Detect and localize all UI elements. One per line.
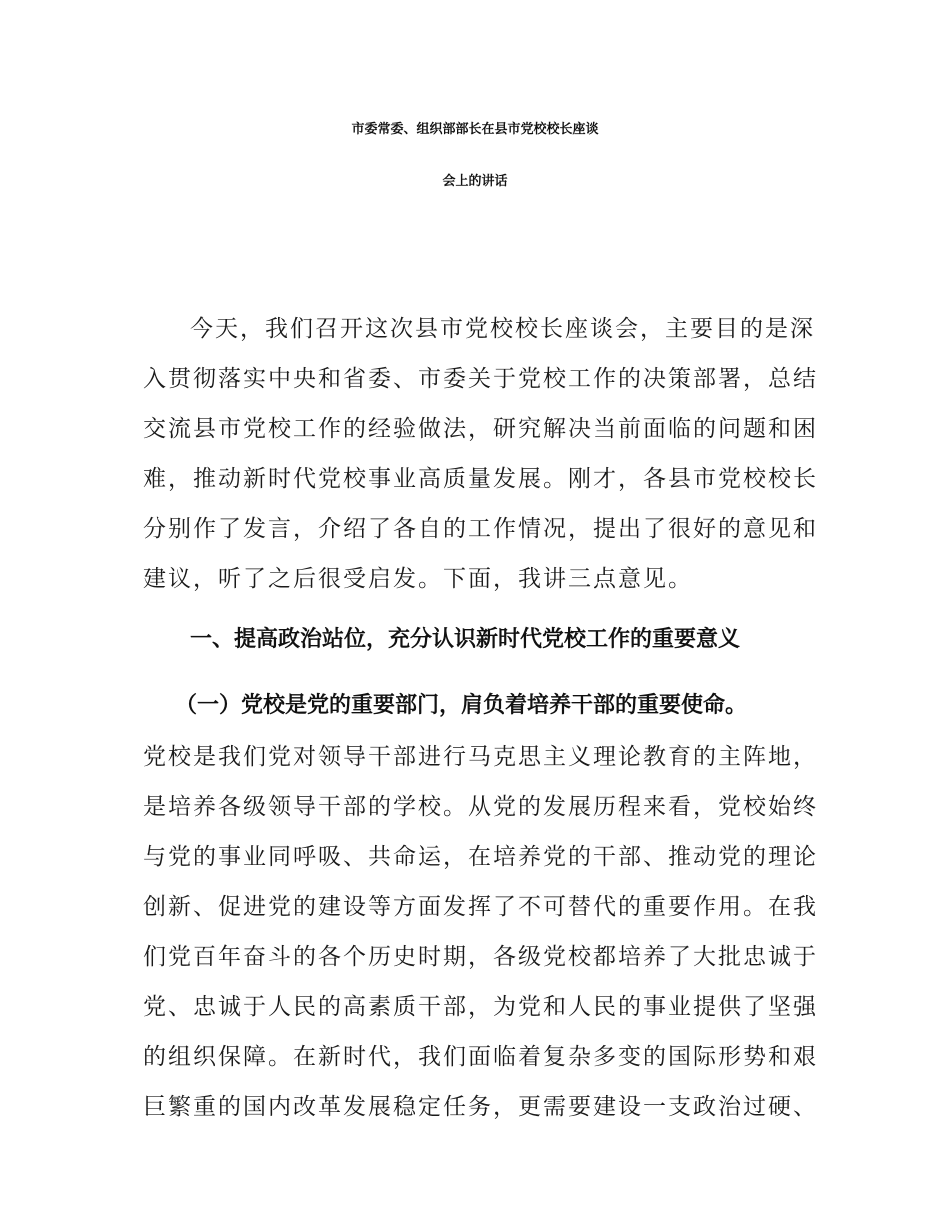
subsection-heading-1: （一）党校是党的重要部门，肩负着培养干部的重要使命。	[175, 693, 748, 718]
paragraph-1-line-4: 难，推动新时代党校事业高质量发展。刚才，各县市党校校长	[143, 466, 818, 492]
paragraph-2-line-5: 们党百年奋斗的各个历史时期，各级党校都培养了大批忠诚于	[143, 944, 818, 970]
paragraph-1-line-6: 建议，听了之后很受启发。下面，我讲三点意见。	[143, 566, 693, 592]
paragraph-2-line-3: 与党的事业同呼吸、共命运，在培养党的干部、推动党的理论	[143, 844, 818, 870]
paragraph-1-line-1: 今天，我们召开这次县市党校校长座谈会，主要目的是深	[190, 316, 815, 342]
paragraph-1-line-3: 交流县市党校工作的经验做法，研究解决当前面临的问题和困	[143, 416, 818, 442]
paragraph-2-line-1: 党校是我们党对领导干部进行马克思主义理论教育的主阵地，	[143, 744, 818, 770]
paragraph-2-line-2: 是培养各级领导干部的学校。从党的发展历程来看，党校始终	[143, 794, 818, 820]
paragraph-2-line-7: 的组织保障。在新时代，我们面临着复杂多变的国际形势和艰	[143, 1044, 818, 1070]
paragraph-2-line-8: 巨繁重的国内改革发展稳定任务，更需要建设一支政治过硬、	[143, 1094, 818, 1120]
paragraph-2-line-4: 创新、促进党的建设等方面发挥了不可替代的重要作用。在我	[143, 894, 818, 920]
document-title-line-2: 会上的讲话	[442, 174, 508, 189]
paragraph-2-line-6: 党、忠诚于人民的高素质干部，为党和人民的事业提供了坚强	[143, 994, 818, 1020]
paragraph-1-line-2: 入贯彻落实中央和省委、市委关于党校工作的决策部署，总结	[143, 366, 818, 392]
section-heading-1: 一、提高政治站位，充分认识新时代党校工作的重要意义	[190, 627, 741, 652]
document-title-line-1: 市委常委、组织部部长在县市党校校长座谈	[351, 122, 599, 137]
paragraph-1-line-5: 分别作了发言，介绍了各自的工作情况，提出了很好的意见和	[143, 516, 818, 542]
